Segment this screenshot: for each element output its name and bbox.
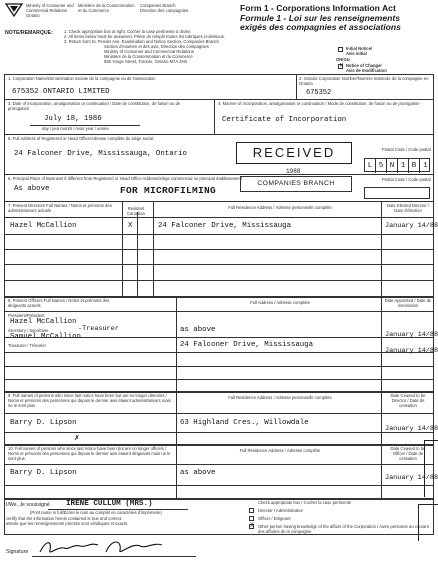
- resident-check[interactable]: X: [128, 222, 133, 230]
- officer-address-label: Full Address / Adresse complète: [250, 300, 310, 305]
- postal-code-boxes-2[interactable]: [364, 187, 430, 199]
- stamp-year: 1988: [286, 168, 301, 175]
- former-officer-date[interactable]: January 14/88: [385, 474, 438, 482]
- check-box-label: Check appropriate box / Cocher la case pertinente: [258, 500, 352, 505]
- or-label: OR/OU: [336, 57, 350, 62]
- resident-canadian-label: Resident Canadian: [127, 206, 145, 216]
- notice-of-change-checkbox[interactable]: ✕: [339, 63, 345, 69]
- certify-prefix: I/We, Je soussigné: [6, 502, 50, 508]
- other-person-option: Other person having knowledge of the affairs of the Corporation / Autre personne au courant des affaires de la compagnie: [258, 524, 429, 534]
- president-label: President/Président: [8, 313, 45, 318]
- note-instructions: 1. Check appropriate box at right. Cocher la case pertinente à droite. 2. All items below must be answered. Prière de remplir toutes les rubriques ci-dessous. 3. Return form to: Pender Ave. Examination and Notice Section, Companies Branch Section d'examen et des avis, Direction des compagnies Ministry of Consumer and Commercial Relations Ministère de la Consommation et du Commerce 555 Yonge Street, Toronto, Ontario M7A 2H6: [64, 29, 226, 64]
- former-director-address-label: Full Residence Address / Adresse personnelle complète: [228, 395, 332, 400]
- corp-number-label: 2. Ontario Corporation Number/Numéro matricule de la compagnie en Ontario: [299, 76, 429, 86]
- scan-edge-mark: [424, 440, 438, 497]
- postal-digit: 1: [423, 162, 428, 170]
- director-checkbox[interactable]: [249, 508, 254, 513]
- manner-label: 4. Manner of incorporation, amalgamation or continuation / Mode de constitution, de fusion ou de prorogation: [218, 101, 420, 106]
- initial-notice-checkbox[interactable]: [338, 47, 343, 52]
- companies-branch-stamp: COMPANIES BRANCH: [240, 176, 352, 192]
- initial-notice-label: Initial Notice/ Avis initial: [346, 46, 373, 56]
- former-officer-name[interactable]: Barry D. Lipson: [10, 469, 77, 477]
- postal-digit: 5: [376, 159, 387, 173]
- postal-digit: L: [365, 159, 376, 173]
- president-address[interactable]: as above: [180, 326, 216, 334]
- date-elected-label: Date Elected Director / Date d'élection: [386, 203, 430, 213]
- president-date[interactable]: January 14/88: [385, 331, 438, 339]
- officer-option: Officer / Dirigeant: [258, 516, 291, 521]
- incorporation-date-value[interactable]: July 18, 1986: [44, 115, 102, 123]
- former-director-address[interactable]: 63 Highland Cres., Willowdale: [180, 419, 309, 427]
- certify-text-en: certify that the information herein contained is true and correct.: [6, 516, 123, 521]
- ontario-logo: [5, 3, 23, 17]
- incorporation-date-label: 3. Date of incorporation, amalgamation or continuation / Date de constitution, de fusion ou de prorogation: [8, 101, 181, 111]
- former-director-name[interactable]: Barry D. Lipson: [10, 419, 77, 427]
- director-date[interactable]: January 14/88: [385, 222, 438, 230]
- corp-name-label: 1. Corporation Name/Dénomination sociale de la compagnie ou de l'association: [8, 76, 156, 81]
- postal-code-label-2: Postal Code / Code postal: [382, 177, 431, 182]
- microfilming-stamp: FOR MICROFILMING: [120, 185, 217, 196]
- ministere-name: Ministère de la Consommation et du Commerce: [78, 3, 135, 13]
- registered-office-label: 5. Full Address of Registered or Head Office/Adresse complète du siège social: [8, 136, 154, 141]
- director-address[interactable]: 24 Falconer Drive, Mississauga: [158, 222, 292, 230]
- branch-name: Companies Branch Direction des compagnies: [140, 3, 189, 13]
- certifier-name[interactable]: IRENE CULLUM (MRS.): [66, 500, 153, 508]
- other-person-checkbox[interactable]: X: [250, 523, 255, 529]
- former-officer-address[interactable]: as above: [180, 469, 216, 477]
- certify-text-fr: atteste que les renseignements précités sont véridiques et exacts.: [6, 521, 129, 526]
- date-ceased-officer-label: Date Ceased to be Officer / Date de cessation: [390, 446, 426, 461]
- business-place-label: 6. Principal Place of Business if different from Registered or Head Office Address/Siège commercial ou principal établissement: [8, 176, 242, 181]
- postal-code-label: Postal Code / Code postal: [382, 147, 431, 152]
- date-appointed-label: Date Appointed / Date de nomination: [384, 298, 432, 308]
- date-caption: day / jour month / mois year / année: [42, 126, 109, 131]
- secretary-date[interactable]: January 14/88: [385, 347, 438, 355]
- registered-office-value[interactable]: 24 Falconer Drive, Mississauga, Ontario: [14, 150, 187, 158]
- officers-label: 8. Present Officers Full Names / Noms et prénoms des dirigeants actuels: [8, 298, 110, 308]
- business-place-value[interactable]: As above: [14, 185, 50, 193]
- secretary-name[interactable]: Samuel McCallion: [10, 333, 81, 341]
- postal-digit: B: [409, 159, 420, 173]
- director-option: Director / Administrateur: [258, 508, 303, 513]
- secretary-label: Secretary / Secrétaire: [8, 328, 49, 333]
- former-officers-label: 10. Full names of persons who since last notice have been but are no longer officers / Noms et prénoms des personnes qui depuis le dernier avis étaient dirigeants mais ne le sont plus: [8, 446, 171, 461]
- postal-digit: N: [387, 159, 398, 173]
- directors-label: 7. Present Directors Full Names / Noms et prénoms des administrateurs actuels: [8, 203, 112, 213]
- notice-of-change-label: Notice of Change/ Avis de modification: [346, 63, 387, 73]
- secretary-note[interactable]: -Treasurer: [78, 325, 119, 333]
- print-name-caption: (Print name in full/Écrire le nom au complet en caractères d'imprimerie): [30, 510, 162, 515]
- former-directors-label: 9. Full names of persons who since last notice have been but are no longer directors / Noms et prénoms des personnes qui depuis le dernier avis étaient administrateurs mais ne le sont plus: [8, 393, 171, 408]
- former-officer-address-label: Full Residence Address / Adresse complète: [239, 448, 321, 453]
- treasurer-label: Treasurer / Trésorier: [8, 343, 47, 348]
- signature[interactable]: [36, 536, 186, 558]
- secretary-address[interactable]: 24 Falconer Drive, Mississauga: [180, 341, 314, 349]
- corp-name-value[interactable]: 675352 ONTARIO LIMITED: [12, 88, 110, 96]
- director-address-label: Full Residence Address / Adresse personnelle complète: [228, 205, 332, 210]
- president-name[interactable]: Hazel McCallion: [10, 318, 77, 326]
- manner-value[interactable]: Certificate of Incorporation: [222, 116, 347, 124]
- corp-number-value[interactable]: 675352: [306, 89, 332, 97]
- form-title: Form 1 - Corporations Information Act Formule 1 - Loi sur les renseignements exigés des compagnies et associations: [240, 3, 401, 32]
- officer-checkbox[interactable]: [249, 516, 254, 521]
- received-stamp: RECEIVED: [236, 142, 352, 164]
- scan-edge-mark-2: [418, 504, 438, 541]
- former-director-date[interactable]: January 14/88: [385, 425, 438, 433]
- signature-label: Signature: [6, 549, 29, 555]
- ministry-name: Ministry of Consumer and Commercial Relations Ontario: [26, 3, 74, 18]
- note-label: NOTE/REMARQUE:: [5, 30, 53, 36]
- date-ceased-director-label: Date Ceased to be Director / Date de cessation: [390, 393, 426, 408]
- strike-mark: ✗: [74, 435, 80, 442]
- director-name[interactable]: Hazel McCallion: [10, 222, 77, 230]
- postal-digit: 1: [398, 159, 409, 173]
- postal-code-boxes[interactable]: [364, 158, 430, 172]
